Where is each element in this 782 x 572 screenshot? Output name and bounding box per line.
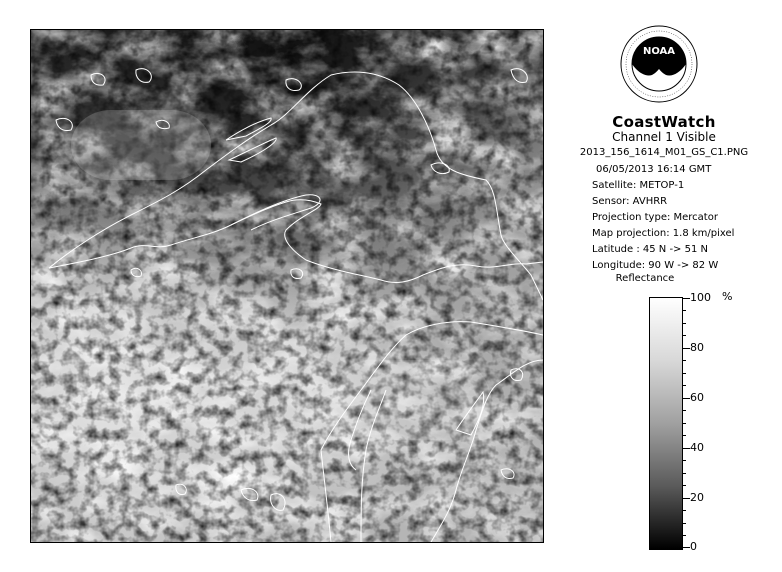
satellite-imagery-svg [31,30,543,542]
map-projection-label: Map projection: 1.8 km/pixel [592,228,735,239]
brand-title: CoastWatch [612,113,716,131]
colorbar-minor-tick [682,435,686,436]
filename-label: 2013_156_1614_M01_GS_C1.PNG [579,147,749,158]
colorbar-tick [682,348,690,349]
longitude-label: Longitude: 90 W -> 82 W [592,260,719,271]
colorbar-tick-label: 40 [690,441,704,454]
colorbar-minor-tick [682,310,686,311]
colorbar-minor-tick [682,373,686,374]
colorbar-tick [682,498,690,499]
colorbar-minor-tick [682,510,686,511]
colorbar-minor-tick [682,473,686,474]
colorbar-minor-tick [682,460,686,461]
colorbar-minor-tick [682,410,686,411]
colorbar-unit: % [722,290,733,303]
colorbar-tick-label: 60 [690,391,704,404]
colorbar-minor-tick [682,360,686,361]
latitude-label: Latitude : 45 N -> 51 N [592,244,708,255]
colorbar-minor-tick [682,323,686,324]
colorbar-tick-label: 80 [690,341,704,354]
noaa-logo [620,25,698,103]
colorbar-title: Reflectance [615,273,675,284]
colorbar-tick [682,398,690,399]
sensor-label: Sensor: AVHRR [592,196,668,207]
colorbar-tick [682,448,690,449]
date-time-label: 06/05/2013 16:14 GMT [596,164,712,175]
colorbar-minor-tick [682,423,686,424]
projection-type-label: Projection type: Mercator [592,212,718,223]
colorbar-minor-tick [682,335,686,336]
colorbar-tick [682,298,690,299]
channel-title: Channel 1 Visible [612,130,716,144]
colorbar-tick-label: 20 [690,491,704,504]
reflectance-colorbar [649,297,683,550]
colorbar-minor-tick [682,385,686,386]
colorbar-tick-label: 100 [690,291,711,304]
colorbar-minor-tick [682,535,686,536]
logo-text: NOAA [642,46,676,57]
colorbar-minor-tick [682,485,686,486]
satellite-image [30,29,544,543]
colorbar-tick [682,547,690,548]
colorbar-tick-label: 0 [690,540,697,553]
satellite-label: Satellite: METOP-1 [592,180,685,191]
colorbar-minor-tick [682,523,686,524]
